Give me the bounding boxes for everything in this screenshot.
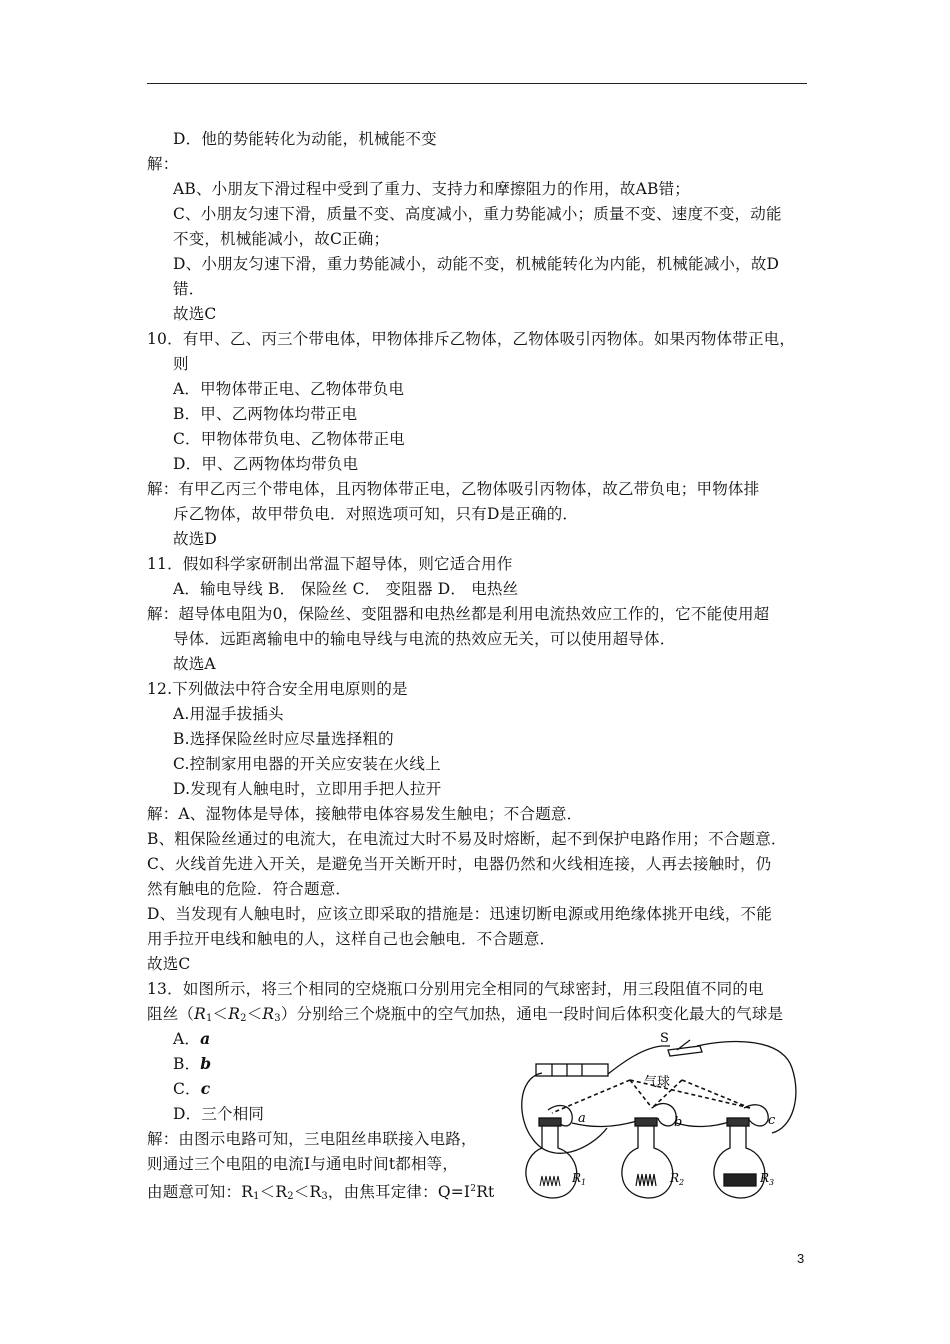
text-line: 不变，机械能减小，故C正确； bbox=[173, 230, 390, 248]
option-value: b bbox=[200, 1054, 212, 1073]
label-a: a bbox=[578, 1111, 586, 1126]
option-a: A.用湿手拔插头 bbox=[173, 705, 284, 723]
text-line: 则 bbox=[173, 355, 189, 373]
subscript: 1 bbox=[205, 1013, 213, 1024]
option-value: a bbox=[200, 1029, 211, 1048]
text-line: B、粗保险丝通过的电流大，在电流过大时不易及时熔断，起不到保护电路作用；不合题意． bbox=[147, 830, 787, 848]
solution-line: 解：超导体电阻为0，保险丝、变阻器和电热丝都是利用电流热效应工作的，它不能使用超 bbox=[147, 605, 770, 623]
option-value: c bbox=[200, 1079, 211, 1098]
text-line: 用手拉开电线和触电的人，这样自己也会触电．不合题意． bbox=[147, 930, 556, 948]
answer-line: 故选A bbox=[173, 655, 216, 673]
subscript: 3 bbox=[321, 1191, 328, 1202]
less-than: ＜ bbox=[212, 1005, 229, 1023]
flask-r3 bbox=[714, 1124, 765, 1198]
text-line: 解： bbox=[147, 155, 179, 173]
switch bbox=[668, 1046, 702, 1056]
option-letter: A． bbox=[173, 1030, 201, 1048]
text-line: AB、小朋友下滑过程中受到了重力、支持力和摩擦阻力的作用，故AB错； bbox=[173, 180, 690, 198]
label-r2: $R_2$ bbox=[670, 1171, 685, 1187]
options-line: A．输电导线 B． 保险丝 C． 变阻器 D． 电热丝 bbox=[173, 580, 519, 598]
option-c: C.控制家用电器的开关应安装在火线上 bbox=[173, 755, 441, 773]
label-r3: $R_3$ bbox=[760, 1171, 775, 1187]
option-d: D．三个相同 bbox=[173, 1105, 265, 1123]
option-d: D．甲、乙两物体均带负电 bbox=[173, 455, 359, 473]
text-span: ＜R bbox=[259, 1183, 288, 1201]
var-r: R bbox=[194, 1005, 206, 1023]
page-number: 3 bbox=[797, 1251, 805, 1266]
text-line: C、小朋友匀速下滑，质量不变、高度减小，重力势能减小；质量不变、速度不变，动能 bbox=[173, 205, 782, 223]
label-r1: $R_1$ bbox=[572, 1171, 587, 1187]
text-span: 由题意可知：R bbox=[147, 1183, 254, 1201]
flask-r2 bbox=[622, 1124, 673, 1198]
solution-line: 解：有甲乙丙三个带电体，且丙物体带正电，乙物体吸引丙物体，故乙带负电；甲物体排 bbox=[147, 480, 760, 498]
option-c: C．甲物体带负电、乙物体带正电 bbox=[173, 430, 405, 448]
pointer-line bbox=[552, 1080, 630, 1113]
text-span: ＜R bbox=[293, 1183, 322, 1201]
formula-line bbox=[147, 1179, 495, 1207]
option-letter: C． bbox=[173, 1080, 201, 1098]
label-c: c bbox=[768, 1113, 776, 1128]
label-b: b bbox=[674, 1115, 683, 1130]
answer-line: 故选C bbox=[147, 955, 191, 973]
stopper bbox=[539, 1118, 561, 1126]
text-span: ，由焦耳定律：Q=I bbox=[327, 1183, 471, 1201]
question-11: 11．假如科学家研制出常温下超导体，则它适合用作 bbox=[147, 555, 513, 573]
question-10: 10．有甲、乙、丙三个带电体，甲物体排斥乙物体，乙物体吸引丙物体。如果丙物体带正电， bbox=[147, 330, 796, 348]
wire bbox=[608, 1046, 670, 1074]
option-a: A．甲物体带正电、乙物体带负电 bbox=[173, 380, 405, 398]
stopper bbox=[635, 1118, 657, 1126]
coil-r3 bbox=[724, 1174, 756, 1186]
question-13-line-2 bbox=[147, 1004, 783, 1029]
text-line: C、火线首先进入开关，是避免当开关断开时，电器仍然和火线相连接，人再去接触时，仍 bbox=[147, 855, 772, 873]
coil-r2 bbox=[636, 1174, 656, 1186]
solution-line: 解：A、湿物体是导体，接触带电体容易发生触电；不合题意． bbox=[147, 805, 583, 823]
circuit-figure bbox=[512, 1028, 802, 1200]
option-a bbox=[173, 1029, 210, 1049]
option-d: D.发现有人触电时，立即用手把人拉开 bbox=[173, 780, 442, 798]
subscript: 3 bbox=[274, 1013, 281, 1024]
switch-label: S bbox=[660, 1031, 669, 1046]
text-line: 错． bbox=[173, 280, 205, 298]
battery bbox=[536, 1064, 608, 1076]
var-r: R bbox=[228, 1005, 241, 1023]
question-12: 12.下列做法中符合安全用电原则的是 bbox=[147, 680, 408, 698]
var-r: R bbox=[262, 1005, 275, 1023]
text-span: ）分别给三个烧瓶中的空气加热，通电一段时间后体积变化最大的气球是 bbox=[280, 1005, 784, 1023]
solution-line: 解：由图示电路可知，三电阻丝串联接入电路， bbox=[147, 1130, 477, 1148]
less-than: ＜ bbox=[246, 1005, 263, 1023]
option-letter: B． bbox=[173, 1055, 201, 1073]
text-span: 阻丝（ bbox=[147, 1005, 195, 1023]
subscript: 2 bbox=[240, 1013, 247, 1024]
wire bbox=[522, 1073, 607, 1153]
question-13: 13．如图所示，将三个相同的空烧瓶口分别用完全相同的气球密封，用三段阻值不同的电 bbox=[147, 980, 764, 998]
balloon-label: 气球 bbox=[644, 1075, 671, 1090]
text-line: 导体．远距离输电中的输电导线与电流的热效应无关，可以使用超导体． bbox=[173, 630, 676, 648]
coil-r1 bbox=[540, 1176, 560, 1186]
subscript: 1 bbox=[253, 1191, 260, 1202]
option-c bbox=[173, 1079, 210, 1099]
text-line: 然有触电的危险．符合题意． bbox=[147, 880, 352, 898]
text-span: Rt bbox=[476, 1183, 495, 1201]
text-line: 则通过三个电阻的电流I与通电时间t都相等， bbox=[147, 1155, 459, 1173]
wire bbox=[676, 1121, 732, 1127]
flask-r1 bbox=[526, 1124, 577, 1198]
text-line: 故选C bbox=[173, 305, 217, 323]
superscript: 2 bbox=[470, 1184, 477, 1194]
text-line: D、小朋友匀速下滑，重力势能减小，动能不变，机械能转化为内能，机械能减小，故D bbox=[173, 255, 780, 273]
stopper bbox=[727, 1118, 749, 1126]
subscript: 2 bbox=[287, 1191, 294, 1202]
option-b: B．甲、乙两物体均带正电 bbox=[173, 405, 358, 423]
text-line: 斥乙物体，故甲带负电．对照选项可知，只有D是正确的． bbox=[173, 505, 579, 523]
option-b bbox=[173, 1054, 211, 1074]
text-line: D、当发现有人触电时，应该立即采取的措施是：迅速切断电源或用绝缘体挑开电线，不能 bbox=[147, 905, 772, 923]
option-b: B.选择保险丝时应尽量选择粗的 bbox=[173, 730, 394, 748]
text-line: D．他的势能转化为动能，机械能不变 bbox=[173, 130, 437, 148]
header-rule bbox=[147, 83, 807, 84]
answer-line: 故选D bbox=[173, 530, 218, 548]
